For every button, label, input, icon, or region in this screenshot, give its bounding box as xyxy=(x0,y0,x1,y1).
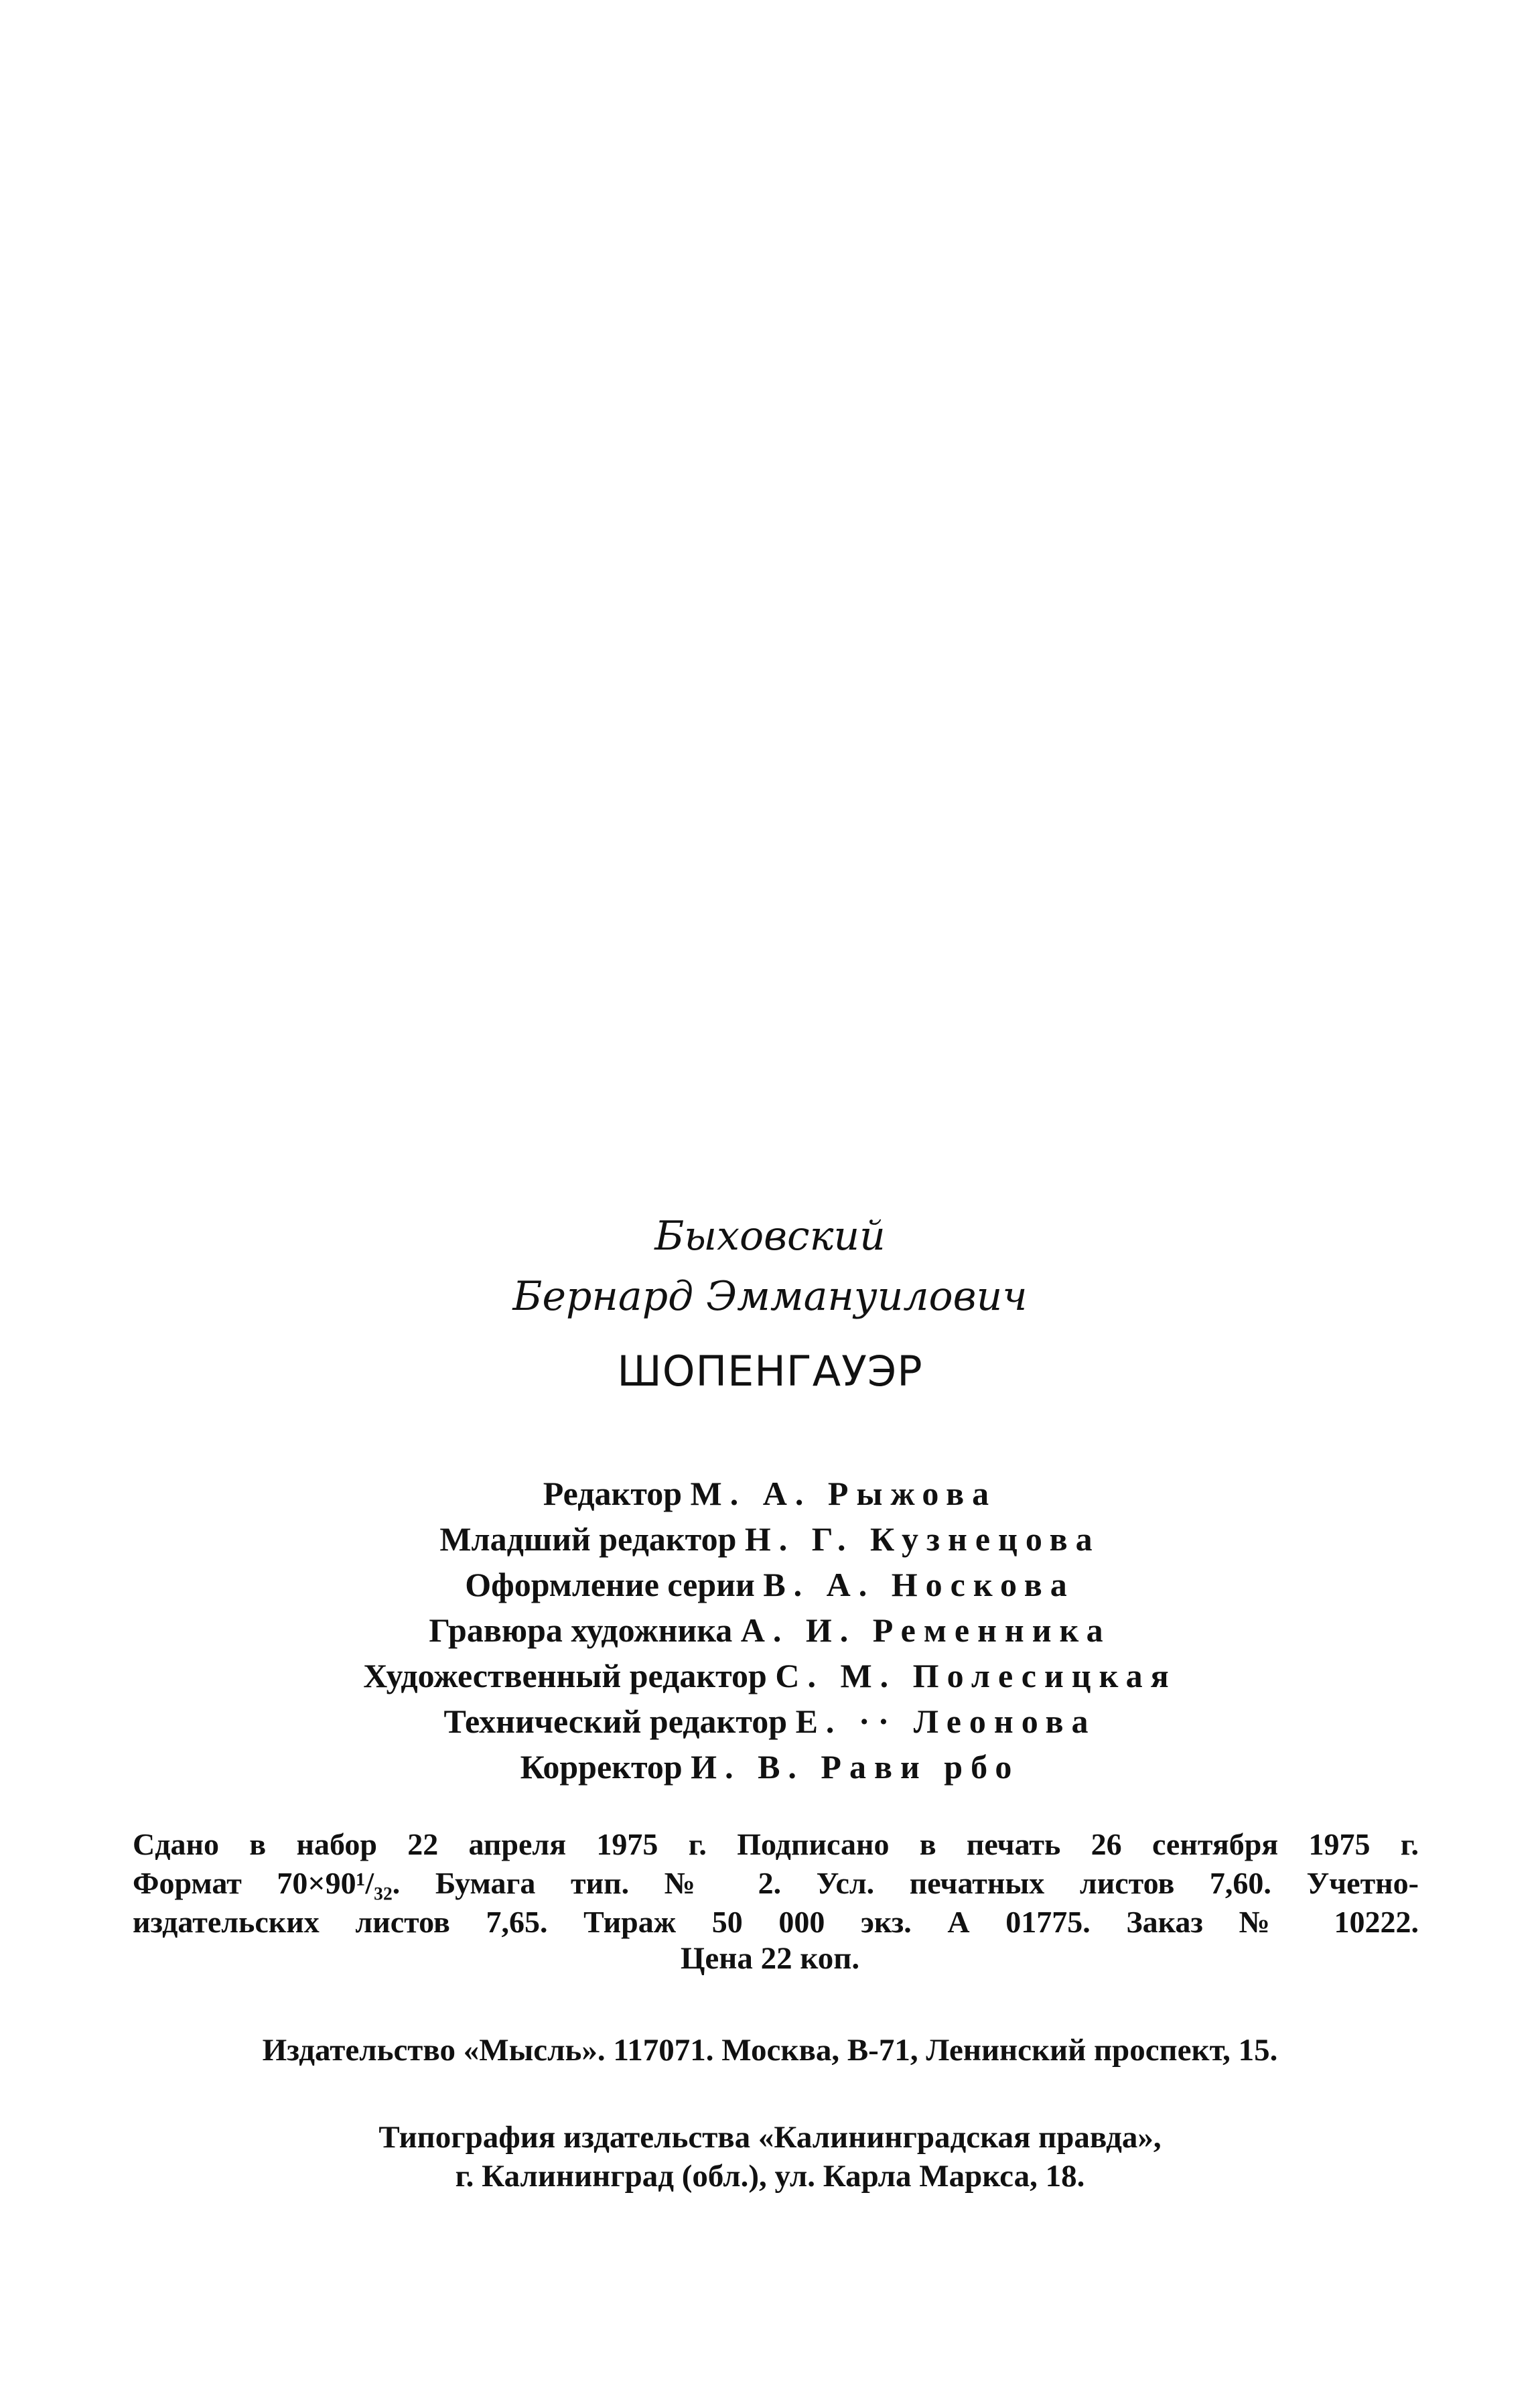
credit-name: Н. Г. Кузнецова xyxy=(744,1520,1101,1558)
author-given-names: Бернард Эммануилович xyxy=(512,1273,1028,1320)
credit-line xyxy=(0,1656,1540,1695)
credit-name: А. И. Ременника xyxy=(740,1611,1111,1649)
credit-role: Гравюра художника xyxy=(429,1611,733,1649)
print-data-line: издательских листов 7,65. Тираж 50 000 экз. А 01775. Заказ № 10222. xyxy=(133,1905,1419,1939)
printer-name: Типография издательства «Калининградская правда», xyxy=(378,2120,1162,2155)
credit-role: Оформление серии xyxy=(465,1566,755,1603)
credit-line xyxy=(0,1565,1540,1604)
print-data-line: Сдано в набор 22 апреля 1975 г. Подписано в печать 26 сентября 1975 г. xyxy=(133,1827,1419,1861)
publisher-address: Издательство «Мысль». 117071. Москва, В-71, Ленинский проспект, 15. xyxy=(262,2033,1278,2068)
credit-name: И. В. Рави рбо xyxy=(691,1748,1020,1786)
print-data-line: Формат 70×90¹/₃₂. Бумага тип. № 2. Усл. печатных листов 7,60. Учетно- xyxy=(133,1866,1419,1900)
credit-line xyxy=(0,1474,1540,1513)
credit-line xyxy=(0,1520,1540,1558)
credit-line xyxy=(0,1747,1540,1786)
credit-role: Корректор xyxy=(520,1748,683,1786)
author-surname: Быховский xyxy=(654,1213,886,1260)
credit-name: В. А. Носкова xyxy=(763,1566,1075,1603)
credit-role: Редактор xyxy=(543,1475,683,1512)
printer-address: г. Калининград (обл.), ул. Карла Маркса, 18. xyxy=(455,2159,1085,2194)
credit-line xyxy=(0,1702,1540,1741)
credit-line xyxy=(0,1611,1540,1650)
credit-name: М. А. Рыжова xyxy=(690,1475,997,1512)
book-title: ШОПЕНГАУЭР xyxy=(617,1347,923,1396)
credit-role: Художественный редактор xyxy=(363,1657,767,1694)
credit-role: Технический редактор xyxy=(443,1702,788,1740)
credit-role: Младший редактор xyxy=(439,1520,737,1558)
credit-name: С. М. Полесицкая xyxy=(775,1657,1177,1694)
credit-name: Е. ·· Леонова xyxy=(795,1702,1097,1740)
price: Цена 22 коп. xyxy=(680,1941,860,1976)
